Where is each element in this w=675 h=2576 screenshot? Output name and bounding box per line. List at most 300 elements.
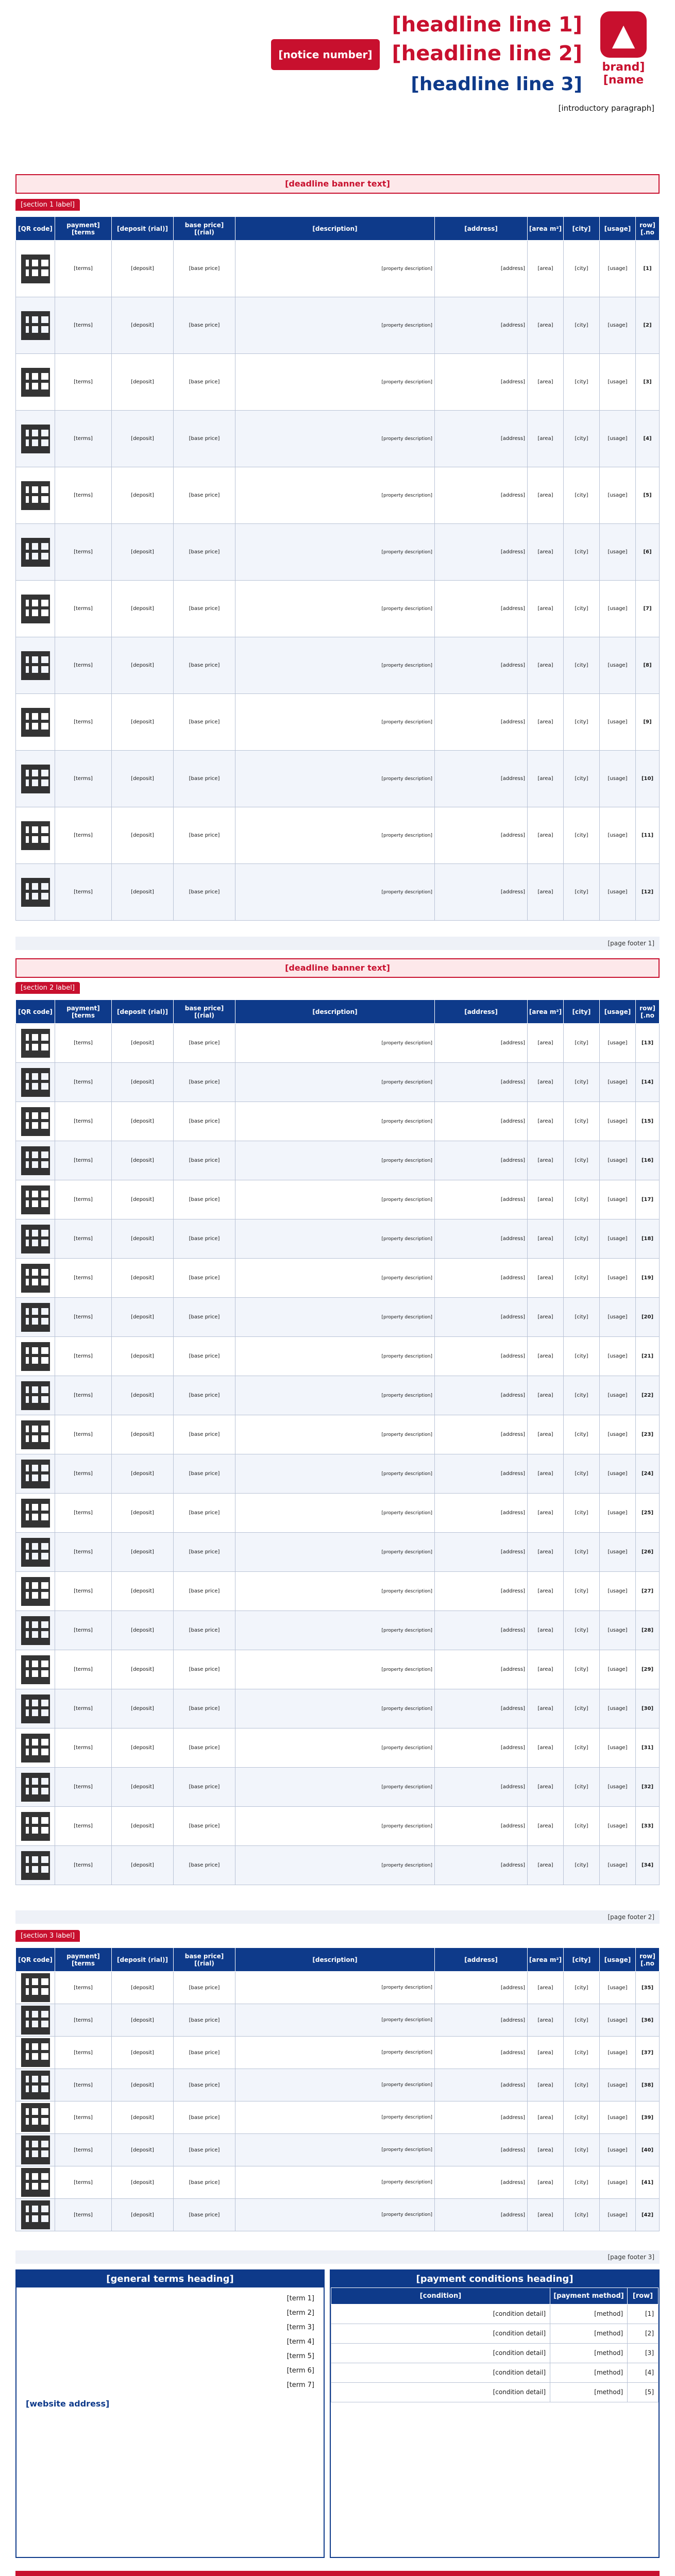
cell-terms: [terms] — [55, 1180, 112, 1219]
cell-area: [area] — [528, 1180, 564, 1219]
cell-qr — [16, 2134, 55, 2166]
headline-2-text: [headline line 2] — [392, 42, 582, 65]
cell-city: [city] — [564, 1846, 600, 1885]
cell-terms: [terms] — [55, 2134, 112, 2166]
cell-addr: [address] — [435, 1689, 528, 1728]
qr-code-icon[interactable] — [21, 1577, 50, 1606]
cell-qr — [16, 2102, 55, 2134]
cell-deposit: [deposit] — [112, 2004, 174, 2037]
cell-terms: [terms] — [55, 1259, 112, 1298]
cell-price: [base price] — [174, 1533, 235, 1572]
payment-cell-cond: [condition detail] — [331, 2363, 550, 2383]
property-row — [16, 1454, 660, 1494]
qr-code-icon[interactable] — [21, 1460, 50, 1488]
qr-code-icon[interactable] — [21, 1734, 50, 1762]
cell-deposit: [deposit] — [112, 524, 174, 581]
cell-terms: [terms] — [55, 751, 112, 807]
qr-code-icon[interactable] — [21, 425, 50, 453]
cell-deposit: [deposit] — [112, 1259, 174, 1298]
qr-code-icon[interactable] — [21, 1303, 50, 1332]
cell-use: [usage] — [600, 2004, 636, 2037]
cell-qr — [16, 1180, 55, 1219]
cell-area: [area] — [528, 1768, 564, 1807]
qr-code-icon[interactable] — [21, 651, 50, 680]
cell-price: [base price] — [174, 1572, 235, 1611]
property-row — [16, 1063, 660, 1102]
cell-terms: [terms] — [55, 2004, 112, 2037]
brand-logo — [593, 11, 654, 87]
cell-use: [usage] — [600, 1219, 636, 1259]
qr-code-icon[interactable] — [21, 1655, 50, 1684]
column-header: [address] — [435, 1000, 528, 1024]
cell-area: [area] — [528, 1650, 564, 1689]
cell-deposit: [deposit] — [112, 2102, 174, 2134]
cell-price: [base price] — [174, 1180, 235, 1219]
cell-no: [24] — [636, 1454, 660, 1494]
cell-city: [city] — [564, 694, 600, 751]
cell-qr — [16, 581, 55, 637]
cell-use: [usage] — [600, 1259, 636, 1298]
qr-code-icon[interactable] — [21, 1264, 50, 1293]
qr-code-icon[interactable] — [21, 1342, 50, 1371]
qr-code-icon[interactable] — [21, 481, 50, 510]
qr-code-icon[interactable] — [21, 2006, 50, 2035]
qr-code-icon[interactable] — [21, 595, 50, 623]
cell-no: [16] — [636, 1141, 660, 1180]
cell-area: [area] — [528, 297, 564, 354]
cell-no: [19] — [636, 1259, 660, 1298]
cell-desc: [property description] — [235, 1846, 435, 1885]
cell-area: [area] — [528, 1533, 564, 1572]
cell-desc: [property description] — [235, 2166, 435, 2199]
cell-use: [usage] — [600, 1846, 636, 1885]
cell-use: [usage] — [600, 807, 636, 864]
cell-terms: [terms] — [55, 1337, 112, 1376]
cell-use: [usage] — [600, 467, 636, 524]
cell-no: [6] — [636, 524, 660, 581]
property-section-1 — [15, 201, 660, 933]
term-item: [term 3] — [286, 2324, 314, 2331]
section-label: [section 1 label] — [15, 199, 80, 211]
cell-desc: [property description] — [235, 241, 435, 297]
cell-city: [city] — [564, 1572, 600, 1611]
cell-deposit: [deposit] — [112, 467, 174, 524]
cell-price: [base price] — [174, 2102, 235, 2134]
qr-code-icon[interactable] — [21, 1107, 50, 1136]
term-item: [term 7] — [286, 2381, 314, 2389]
property-row — [16, 637, 660, 694]
cell-area: [area] — [528, 2102, 564, 2134]
qr-code-icon[interactable] — [21, 2200, 50, 2229]
cell-use: [usage] — [600, 1533, 636, 1572]
cell-addr: [address] — [435, 1768, 528, 1807]
cell-addr: [address] — [435, 241, 528, 297]
cell-area: [area] — [528, 1219, 564, 1259]
qr-code-icon[interactable] — [21, 255, 50, 283]
cell-city: [city] — [564, 2069, 600, 2102]
cell-terms: [terms] — [55, 1611, 112, 1650]
property-row — [16, 1846, 660, 1885]
payment-cell-cond: [condition detail] — [331, 2324, 550, 2344]
qr-code-icon[interactable] — [21, 878, 50, 907]
cell-deposit: [deposit] — [112, 2069, 174, 2102]
cell-no: [9] — [636, 694, 660, 751]
cell-area: [area] — [528, 1298, 564, 1337]
payment-conditions-box — [330, 2269, 660, 2558]
cell-deposit: [deposit] — [112, 1611, 174, 1650]
cell-city: [city] — [564, 1141, 600, 1180]
cell-city: [city] — [564, 1689, 600, 1728]
property-table-header — [16, 1000, 660, 1024]
cell-desc: [property description] — [235, 524, 435, 581]
cell-addr: [address] — [435, 2166, 528, 2199]
qr-code-icon[interactable] — [21, 2103, 50, 2132]
property-table-header — [16, 1948, 660, 1972]
payment-row — [331, 2383, 659, 2402]
cell-area: [area] — [528, 694, 564, 751]
qr-code-icon[interactable] — [21, 2168, 50, 2197]
cell-desc: [property description] — [235, 1376, 435, 1415]
cell-no: [34] — [636, 1846, 660, 1885]
cell-city: [city] — [564, 2037, 600, 2069]
column-header: [row no.] — [636, 217, 660, 241]
column-header: [address] — [435, 217, 528, 241]
cell-price: [base price] — [174, 2004, 235, 2037]
cell-terms: [terms] — [55, 637, 112, 694]
cell-desc: [property description] — [235, 1611, 435, 1650]
payment-table — [331, 2287, 659, 2402]
cell-no: [31] — [636, 1728, 660, 1768]
qr-code-icon[interactable] — [21, 1029, 50, 1058]
payment-conditions-title: [payment conditions heading] — [331, 2270, 659, 2287]
cell-area: [area] — [528, 1415, 564, 1454]
cell-use: [usage] — [600, 297, 636, 354]
payment-cell-cond: [condition detail] — [331, 2383, 550, 2402]
qr-code-icon[interactable] — [21, 821, 50, 850]
cell-use: [usage] — [600, 1141, 636, 1180]
qr-code-icon[interactable] — [21, 708, 50, 737]
cell-deposit: [deposit] — [112, 1024, 174, 1063]
cell-desc: [property description] — [235, 354, 435, 411]
cell-no: [28] — [636, 1611, 660, 1650]
cell-desc: [property description] — [235, 411, 435, 467]
payment-col-row: [row] — [628, 2288, 659, 2304]
cell-use: [usage] — [600, 524, 636, 581]
payment-cell-cond: [condition detail] — [331, 2304, 550, 2324]
qr-code-icon[interactable] — [21, 2136, 50, 2164]
property-row — [16, 2037, 660, 2069]
property-row — [16, 1415, 660, 1454]
cell-use: [usage] — [600, 1572, 636, 1611]
property-row — [16, 467, 660, 524]
cell-desc: [property description] — [235, 1298, 435, 1337]
cell-use: [usage] — [600, 864, 636, 921]
property-row — [16, 1102, 660, 1141]
qr-code-icon[interactable] — [21, 1499, 50, 1528]
cell-price: [base price] — [174, 1807, 235, 1846]
cell-deposit: [deposit] — [112, 1219, 174, 1259]
cell-desc: [property description] — [235, 581, 435, 637]
cell-city: [city] — [564, 637, 600, 694]
payment-cell-method: [method] — [550, 2383, 628, 2402]
cell-deposit: [deposit] — [112, 1376, 174, 1415]
column-header: [city] — [564, 217, 600, 241]
qr-code-icon[interactable] — [21, 1146, 50, 1175]
cell-terms: [terms] — [55, 1494, 112, 1533]
cell-addr: [address] — [435, 1846, 528, 1885]
property-row — [16, 2166, 660, 2199]
cell-qr — [16, 297, 55, 354]
column-header: [payment terms] — [55, 1948, 112, 1972]
term-item: [term 1] — [286, 2295, 314, 2302]
qr-code-icon[interactable] — [21, 1381, 50, 1410]
payment-col-method: [payment method] — [550, 2288, 628, 2304]
term-item: [term 5] — [286, 2352, 314, 2360]
cell-use: [usage] — [600, 1415, 636, 1454]
cell-deposit: [deposit] — [112, 1494, 174, 1533]
cell-no: [8] — [636, 637, 660, 694]
payment-row — [331, 2344, 659, 2363]
payment-table-body — [331, 2304, 659, 2402]
cell-addr: [address] — [435, 354, 528, 411]
cell-no: [2] — [636, 297, 660, 354]
cell-deposit: [deposit] — [112, 1846, 174, 1885]
cell-qr — [16, 411, 55, 467]
cell-desc: [property description] — [235, 2199, 435, 2231]
cell-use: [usage] — [600, 2134, 636, 2166]
property-row — [16, 1337, 660, 1376]
qr-code-icon[interactable] — [21, 538, 50, 567]
cell-area: [area] — [528, 1611, 564, 1650]
qr-code-icon[interactable] — [21, 1694, 50, 1723]
cell-addr: [address] — [435, 2199, 528, 2231]
cell-city: [city] — [564, 864, 600, 921]
qr-code-icon[interactable] — [21, 1538, 50, 1567]
cell-desc: [property description] — [235, 1807, 435, 1846]
cell-desc: [property description] — [235, 2102, 435, 2134]
qr-code-icon[interactable] — [21, 311, 50, 340]
cell-area: [area] — [528, 581, 564, 637]
cell-price: [base price] — [174, 637, 235, 694]
cell-city: [city] — [564, 411, 600, 467]
cell-area: [area] — [528, 2166, 564, 2199]
cell-no: [1] — [636, 241, 660, 297]
payment-cell-method: [method] — [550, 2344, 628, 2363]
cell-use: [usage] — [600, 2166, 636, 2199]
property-row — [16, 1728, 660, 1768]
column-header: [area m²] — [528, 1000, 564, 1024]
cell-addr: [address] — [435, 1728, 528, 1768]
cell-qr — [16, 807, 55, 864]
cell-deposit: [deposit] — [112, 1533, 174, 1572]
property-row — [16, 1298, 660, 1337]
cell-area: [area] — [528, 2037, 564, 2069]
cell-use: [usage] — [600, 1807, 636, 1846]
cell-qr — [16, 1972, 55, 2004]
website-link[interactable]: [website address] — [26, 2399, 110, 2409]
cell-area: [area] — [528, 807, 564, 864]
column-header: [row no.] — [636, 1000, 660, 1024]
payment-cell-no: [1] — [628, 2304, 659, 2324]
cell-price: [base price] — [174, 1376, 235, 1415]
cell-area: [area] — [528, 751, 564, 807]
property-row — [16, 524, 660, 581]
property-row — [16, 1180, 660, 1219]
cell-city: [city] — [564, 524, 600, 581]
cell-area: [area] — [528, 2199, 564, 2231]
qr-code-icon[interactable] — [21, 765, 50, 793]
column-header: [deposit (rial)] — [112, 1000, 174, 1024]
property-row — [16, 1650, 660, 1689]
cell-area: [area] — [528, 411, 564, 467]
cell-price: [base price] — [174, 354, 235, 411]
column-header: [address] — [435, 1948, 528, 1972]
intro-paragraph: [introductory paragraph] — [558, 104, 654, 113]
cell-no: [10] — [636, 751, 660, 807]
payment-cell-no: [3] — [628, 2344, 659, 2363]
cell-no: [3] — [636, 354, 660, 411]
cell-qr — [16, 354, 55, 411]
cell-addr: [address] — [435, 1611, 528, 1650]
general-terms-box — [15, 2269, 325, 2558]
cell-use: [usage] — [600, 1454, 636, 1494]
cell-addr: [address] — [435, 637, 528, 694]
cell-addr: [address] — [435, 1219, 528, 1259]
cell-price: [base price] — [174, 694, 235, 751]
cell-terms: [terms] — [55, 1768, 112, 1807]
cell-no: [14] — [636, 1063, 660, 1102]
cell-no: [12] — [636, 864, 660, 921]
qr-code-icon[interactable] — [21, 2071, 50, 2099]
cell-desc: [property description] — [235, 864, 435, 921]
cell-terms: [terms] — [55, 524, 112, 581]
cell-city: [city] — [564, 1494, 600, 1533]
qr-code-icon[interactable] — [21, 1773, 50, 1802]
cell-addr: [address] — [435, 1337, 528, 1376]
cell-deposit: [deposit] — [112, 1689, 174, 1728]
cell-price: [base price] — [174, 807, 235, 864]
property-row — [16, 1972, 660, 2004]
cell-city: [city] — [564, 1298, 600, 1337]
cell-desc: [property description] — [235, 1063, 435, 1102]
cell-use: [usage] — [600, 2069, 636, 2102]
cell-addr: [address] — [435, 2004, 528, 2037]
property-row — [16, 411, 660, 467]
cell-price: [base price] — [174, 1415, 235, 1454]
cell-city: [city] — [564, 1650, 600, 1689]
cell-deposit: [deposit] — [112, 694, 174, 751]
cell-price: [base price] — [174, 411, 235, 467]
cell-no: [20] — [636, 1298, 660, 1337]
cell-qr — [16, 1102, 55, 1141]
qr-code-icon[interactable] — [21, 1616, 50, 1645]
cell-area: [area] — [528, 2134, 564, 2166]
cell-price: [base price] — [174, 1611, 235, 1650]
cell-no: [4] — [636, 411, 660, 467]
cell-no: [42] — [636, 2199, 660, 2231]
column-header: [QR code] — [16, 1000, 55, 1024]
cell-use: [usage] — [600, 637, 636, 694]
term-item: [term 4] — [286, 2338, 314, 2346]
cell-price: [base price] — [174, 864, 235, 921]
cell-city: [city] — [564, 2199, 600, 2231]
property-row — [16, 1768, 660, 1807]
property-row — [16, 1024, 660, 1063]
cell-area: [area] — [528, 864, 564, 921]
payment-cell-method: [method] — [550, 2363, 628, 2383]
property-row — [16, 241, 660, 297]
cell-deposit: [deposit] — [112, 2199, 174, 2231]
general-terms-title: [general terms heading] — [16, 2270, 324, 2287]
qr-code-icon[interactable] — [21, 1185, 50, 1214]
cell-deposit: [deposit] — [112, 1972, 174, 2004]
qr-code-icon[interactable] — [21, 368, 50, 397]
cell-city: [city] — [564, 1533, 600, 1572]
cell-addr: [address] — [435, 1572, 528, 1611]
qr-code-icon[interactable] — [21, 1068, 50, 1097]
property-row — [16, 297, 660, 354]
cell-area: [area] — [528, 1846, 564, 1885]
cell-deposit: [deposit] — [112, 354, 174, 411]
payment-row — [331, 2304, 659, 2324]
cell-no: [15] — [636, 1102, 660, 1141]
cell-use: [usage] — [600, 581, 636, 637]
cell-terms: [terms] — [55, 411, 112, 467]
cell-qr — [16, 2199, 55, 2231]
logo-icon: ▲ — [600, 11, 647, 58]
cell-price: [base price] — [174, 297, 235, 354]
qr-code-icon[interactable] — [21, 1812, 50, 1841]
cell-desc: [property description] — [235, 467, 435, 524]
cell-terms: [terms] — [55, 467, 112, 524]
payment-col-condition: [condition] — [331, 2288, 550, 2304]
cell-terms: [terms] — [55, 1650, 112, 1689]
cell-qr — [16, 1337, 55, 1376]
property-row — [16, 2199, 660, 2231]
cell-deposit: [deposit] — [112, 864, 174, 921]
cell-qr — [16, 467, 55, 524]
qr-code-icon[interactable] — [21, 1851, 50, 1880]
cell-city: [city] — [564, 807, 600, 864]
cell-city: [city] — [564, 2134, 600, 2166]
cell-city: [city] — [564, 1415, 600, 1454]
qr-code-icon[interactable] — [21, 1420, 50, 1449]
cell-price: [base price] — [174, 1102, 235, 1141]
qr-code-icon[interactable] — [21, 1225, 50, 1253]
cell-desc: [property description] — [235, 1572, 435, 1611]
cell-qr — [16, 1494, 55, 1533]
cell-addr: [address] — [435, 581, 528, 637]
qr-code-icon[interactable] — [21, 1973, 50, 2002]
cell-desc: [property description] — [235, 1141, 435, 1180]
column-header: [base price (rial)] — [174, 1948, 235, 1972]
cell-qr — [16, 1376, 55, 1415]
cell-use: [usage] — [600, 1650, 636, 1689]
cell-addr: [address] — [435, 1141, 528, 1180]
cell-no: [11] — [636, 807, 660, 864]
cell-desc: [property description] — [235, 1728, 435, 1768]
cell-qr — [16, 1611, 55, 1650]
cell-city: [city] — [564, 1807, 600, 1846]
cell-terms: [terms] — [55, 2166, 112, 2199]
cell-price: [base price] — [174, 1768, 235, 1807]
qr-code-icon[interactable] — [21, 2038, 50, 2067]
cell-terms: [terms] — [55, 1972, 112, 2004]
column-header: [base price (rial)] — [174, 1000, 235, 1024]
cell-desc: [property description] — [235, 1259, 435, 1298]
cell-city: [city] — [564, 241, 600, 297]
cell-city: [city] — [564, 1102, 600, 1141]
